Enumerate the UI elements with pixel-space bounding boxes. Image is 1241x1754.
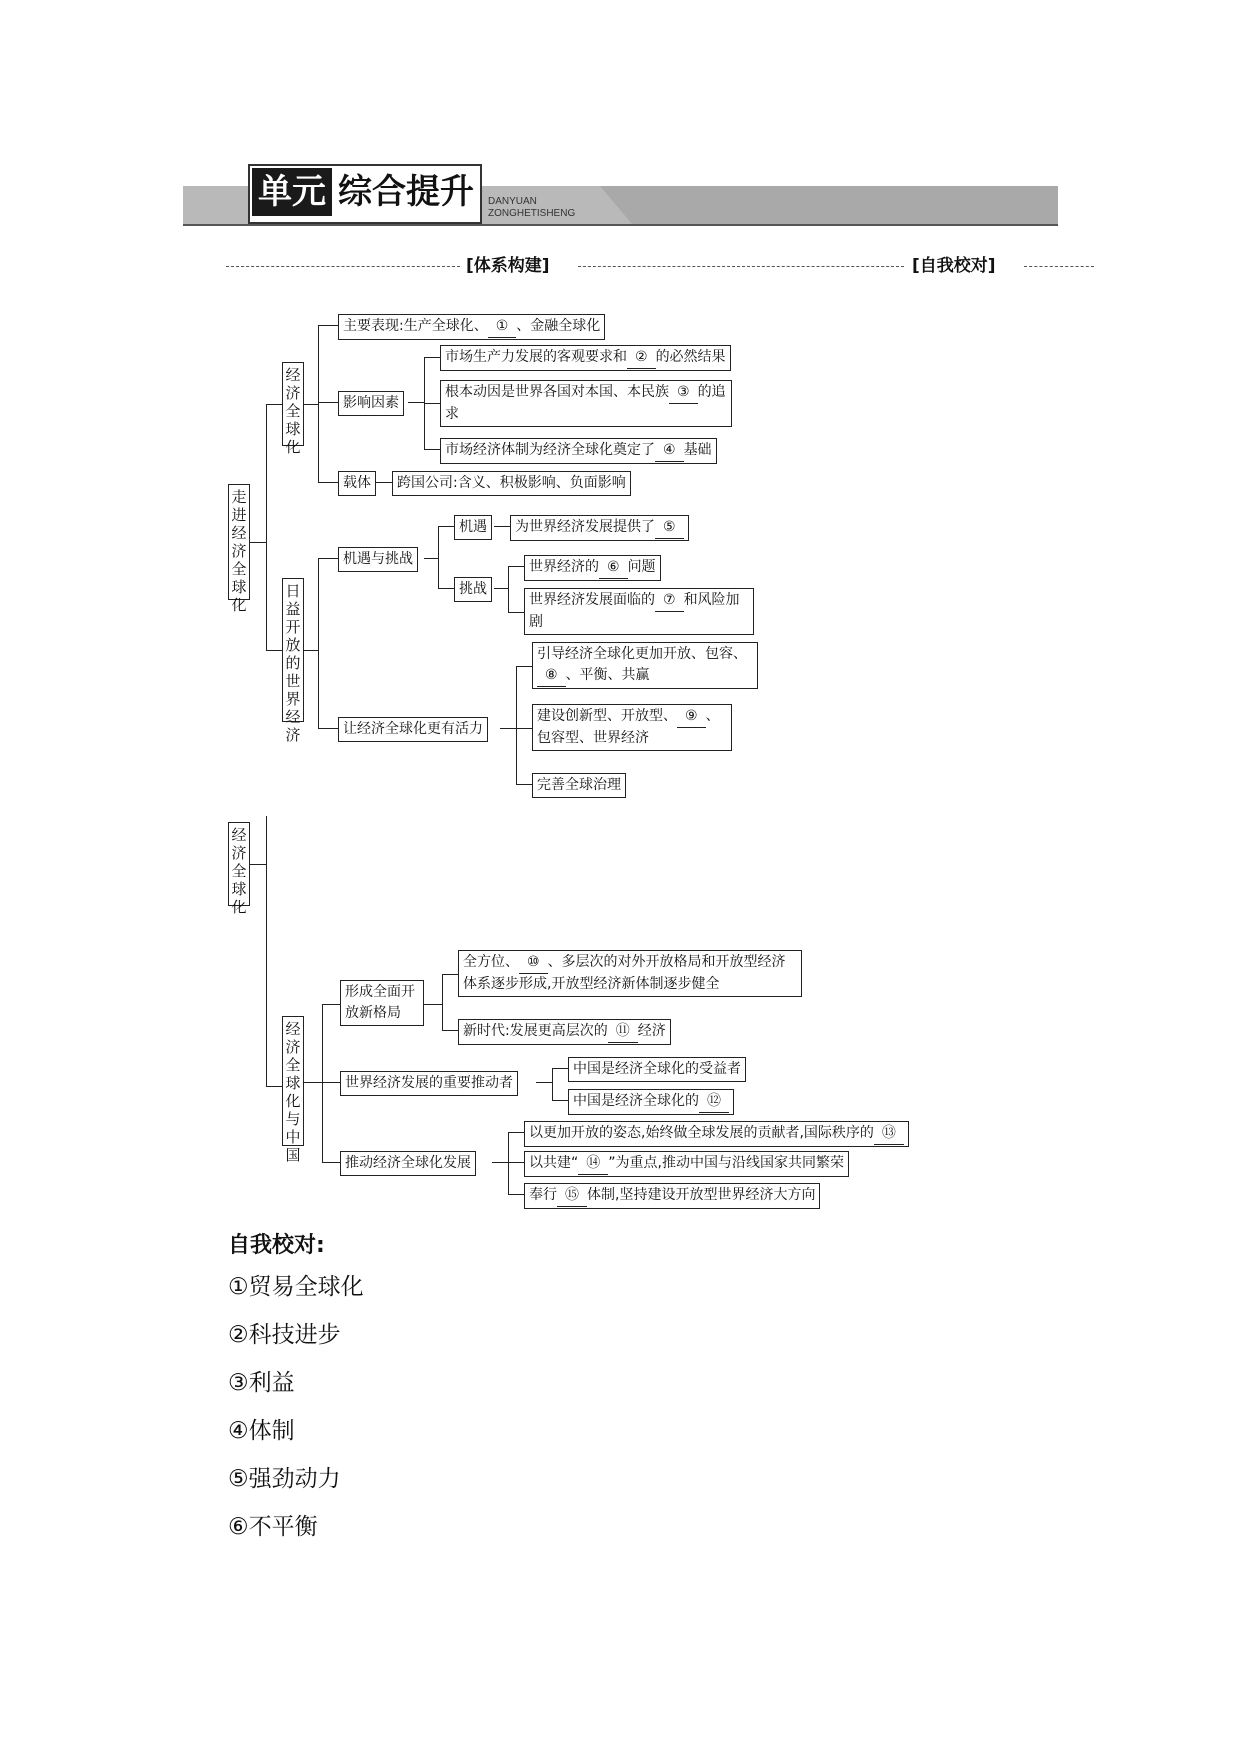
- answer-item: ⑥不平衡: [228, 1514, 318, 1540]
- connector: [322, 1004, 340, 1005]
- connector: [552, 1068, 553, 1100]
- connector: [318, 402, 338, 403]
- divider-dash: [1024, 266, 1094, 267]
- node-opportunity: 机遇: [454, 515, 492, 540]
- node-factors: 影响因素: [338, 391, 404, 416]
- connector: [304, 404, 318, 405]
- banner-bar-right: [600, 186, 1058, 224]
- node-carrier: 载体: [338, 471, 376, 496]
- node-open-pattern-new-era: 新时代:发展更高层次的 ⑪ 经济: [458, 1019, 671, 1045]
- connector: [508, 1162, 524, 1163]
- node-factor-motive: 根本动因是世界各国对本国、本民族 ③ 的追求: [440, 380, 732, 427]
- connector: [266, 1086, 282, 1087]
- connector: [492, 1162, 508, 1163]
- node-opportunity-challenge: 机遇与挑战: [338, 547, 418, 572]
- connector: [500, 728, 516, 729]
- connector: [266, 816, 267, 1086]
- map1-branch-open-economy: 日益开放的世界经济: [282, 578, 304, 722]
- connector: [250, 542, 266, 543]
- connector: [516, 666, 532, 667]
- node-factor-productivity: 市场生产力发展的客观要求和 ② 的必然结果: [440, 345, 731, 371]
- node-open-pattern: 形成全面开放新格局: [340, 980, 424, 1026]
- connector: [408, 402, 424, 403]
- connector: [318, 558, 319, 728]
- connector: [322, 1082, 340, 1083]
- answers-title: 自我校对:: [228, 1233, 325, 1258]
- connector: [552, 1068, 568, 1069]
- node-multinationals: 跨国公司:含义、积极影响、负面影响: [392, 471, 631, 496]
- connector: [322, 1004, 323, 1162]
- banner-underline: [183, 224, 1058, 226]
- connector: [536, 1082, 552, 1083]
- connector: [516, 784, 532, 785]
- node-drive-belt-road: 以共建“ ⑭ ”为重点,推动中国与沿线国家共同繁荣: [524, 1151, 849, 1177]
- connector: [438, 588, 454, 589]
- connector: [494, 588, 508, 589]
- connector: [424, 1004, 442, 1005]
- connector: [304, 1082, 322, 1083]
- connector: [508, 566, 509, 612]
- node-vitality-guide: 引导经济全球化更加开放、包容、⑧ 、平衡、共赢: [532, 642, 758, 689]
- connector: [552, 1100, 568, 1101]
- answer-item: ②科技进步: [228, 1322, 341, 1348]
- connector: [516, 666, 517, 784]
- connector: [424, 403, 440, 404]
- node-drive: 推动经济全球化发展: [340, 1151, 476, 1176]
- connector: [318, 728, 338, 729]
- node-challenge-imbalance: 世界经济的 ⑥ 问题: [524, 555, 661, 581]
- node-main-features: 主要表现:生产全球化、 ① 、金融全球化: [338, 314, 605, 340]
- banner-title-review: 综合提升: [338, 172, 474, 212]
- node-opportunity-detail: 为世界经济发展提供了 ⑤: [510, 515, 689, 541]
- node-promoter: 世界经济发展的重要推动者: [340, 1071, 518, 1096]
- connector: [508, 1132, 524, 1133]
- divider-dash: [578, 266, 904, 267]
- node-vitality: 让经济全球化更有活力: [338, 717, 488, 742]
- connector: [508, 612, 524, 613]
- connector: [318, 325, 338, 326]
- connector: [322, 1162, 340, 1163]
- connector: [508, 1132, 509, 1194]
- answer-item: ③利益: [228, 1370, 295, 1396]
- connector: [376, 482, 392, 483]
- connector: [318, 558, 338, 559]
- banner-title-unit: 单元: [252, 168, 332, 216]
- node-factor-market: 市场经济体制为经济全球化奠定了 ④ 基础: [440, 438, 717, 464]
- connector: [266, 404, 267, 650]
- node-promoter-contributor: 中国是经济全球化的 ⑫: [568, 1089, 734, 1115]
- connector: [442, 1030, 458, 1031]
- connector: [318, 482, 338, 483]
- connector: [266, 404, 282, 405]
- node-drive-open: 以更加开放的姿态,始终做全球发展的贡献者,国际秩序的 ⑬: [524, 1121, 909, 1147]
- node-challenge: 挑战: [454, 577, 492, 602]
- section-selfcheck: [自我校对]: [908, 254, 1000, 278]
- answer-item: ④体制: [228, 1418, 295, 1444]
- connector: [438, 526, 439, 588]
- map2-branch-china: 经济全球化与中国: [282, 1016, 304, 1146]
- connector: [494, 526, 510, 527]
- section-system: [体系构建]: [462, 254, 554, 278]
- connector: [508, 566, 524, 567]
- map2-root: 经济全球化: [228, 822, 250, 906]
- node-promoter-beneficiary: 中国是经济全球化的受益者: [568, 1057, 746, 1082]
- connector: [424, 357, 440, 358]
- node-vitality-build: 建设创新型、开放型、 ⑨ 、包容型、世界经济: [532, 704, 732, 751]
- map1-branch-globalization: 经济全球化: [282, 362, 304, 446]
- answer-item: ⑤强劲动力: [228, 1466, 341, 1492]
- connector: [438, 526, 454, 527]
- connector: [442, 974, 458, 975]
- connector: [318, 325, 319, 482]
- answer-item: ①贸易全球化: [228, 1274, 364, 1300]
- divider-dash: [226, 266, 460, 267]
- connector: [516, 728, 532, 729]
- node-drive-multilateral: 奉行 ⑮ 体制,坚持建设开放型世界经济大方向: [524, 1183, 820, 1209]
- node-challenge-risk: 世界经济发展面临的 ⑦ 和风险加剧: [524, 588, 754, 635]
- connector: [442, 974, 443, 1030]
- connector: [424, 558, 438, 559]
- connector: [424, 449, 440, 450]
- connector: [508, 1194, 524, 1195]
- node-vitality-governance: 完善全球治理: [532, 773, 626, 798]
- connector: [266, 650, 282, 651]
- banner-pinyin: DANYUAN ZONGHETISHENG: [488, 196, 576, 219]
- connector: [304, 650, 318, 651]
- node-open-pattern-all: 全方位、 ⑩ 、多层次的对外开放格局和开放型经济体系逐步形成,开放型经济新体制逐步健全: [458, 950, 802, 997]
- connector: [250, 864, 266, 865]
- map1-root: 走进经济全球化: [228, 484, 250, 600]
